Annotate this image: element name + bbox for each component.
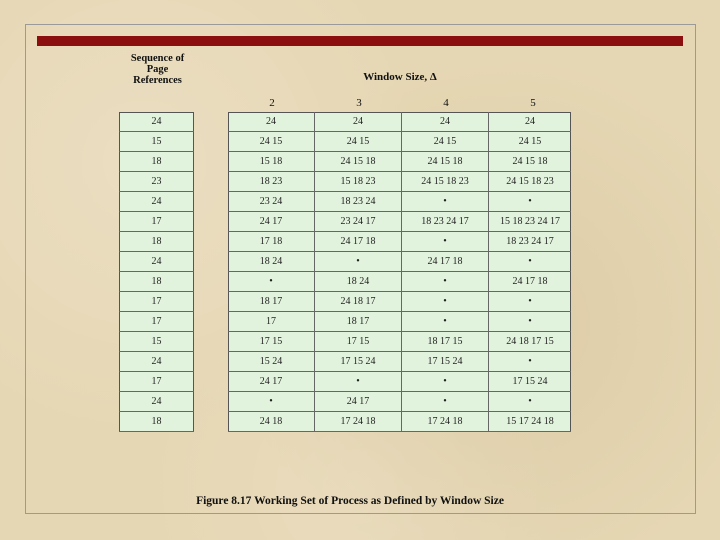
working-set-cell: 18 23 24 (315, 192, 402, 212)
reference-cell: 23 (119, 172, 194, 192)
working-set-cell: 15 17 24 18 (489, 412, 571, 432)
working-set-cell: 24 15 (228, 132, 315, 152)
working-set-cell: 24 17 18 (315, 232, 402, 252)
working-set-cell: • (315, 252, 402, 272)
working-set-cell: 24 15 (315, 132, 402, 152)
working-set-cell: 24 17 (315, 392, 402, 412)
working-set-cell: • (228, 272, 315, 292)
working-set-cell: 24 (315, 112, 402, 132)
working-set-cell: • (402, 272, 489, 292)
working-set-cell: 24 15 18 23 (489, 172, 571, 192)
working-set-cell: • (315, 372, 402, 392)
reference-cell: 17 (119, 212, 194, 232)
working-set-cell: 24 17 18 (489, 272, 571, 292)
working-set-cell: 24 15 18 (315, 152, 402, 172)
reference-cell: 24 (119, 392, 194, 412)
working-set-cell: 17 24 18 (315, 412, 402, 432)
reference-cell: 18 (119, 152, 194, 172)
reference-cell: 18 (119, 272, 194, 292)
working-set-cell: 23 24 (228, 192, 315, 212)
working-set-cell: 24 15 (402, 132, 489, 152)
working-set-cell: 17 15 24 (315, 352, 402, 372)
working-set-cell: • (228, 392, 315, 412)
working-set-cell: 24 15 18 (489, 152, 571, 172)
reference-cell: 18 (119, 232, 194, 252)
working-set-cell: • (489, 252, 571, 272)
window-size-5: 5 (530, 97, 536, 109)
working-set-cell: 15 18 23 24 17 (489, 212, 571, 232)
sequence-header-line2: Page (146, 64, 169, 75)
working-set-cell: 24 15 18 23 (402, 172, 489, 192)
working-set-cell: • (489, 392, 571, 412)
working-set-cell: • (402, 192, 489, 212)
reference-cell: 15 (119, 332, 194, 352)
working-set-cell: 24 18 (228, 412, 315, 432)
working-set-cell: 24 (228, 112, 315, 132)
sequence-header (110, 53, 205, 86)
reference-cell: 24 (119, 112, 194, 132)
working-set-cell: 24 (402, 112, 489, 132)
reference-cell: 24 (119, 192, 194, 212)
working-set-cell: 17 15 24 (489, 372, 571, 392)
reference-cell: 17 (119, 372, 194, 392)
working-set-cell: 17 15 (315, 332, 402, 352)
working-set-cell: 18 17 (315, 312, 402, 332)
working-set-cell: 17 24 18 (402, 412, 489, 432)
working-set-cell: 17 15 (228, 332, 315, 352)
working-set-cell: 24 17 (228, 212, 315, 232)
working-set-cell: 18 23 24 17 (402, 212, 489, 232)
working-set-cell: 18 23 24 17 (489, 232, 571, 252)
working-set-cell: 17 18 (228, 232, 315, 252)
reference-cell: 17 (119, 292, 194, 312)
working-set-cell: 23 24 17 (315, 212, 402, 232)
reference-cell: 18 (119, 412, 194, 432)
working-set-cell: 15 24 (228, 352, 315, 372)
working-set-cell: 24 15 18 (402, 152, 489, 172)
window-size-4: 4 (443, 97, 449, 109)
working-set-cell: 24 18 17 15 (489, 332, 571, 352)
working-set-cell: • (402, 312, 489, 332)
working-set-cell: 18 17 (228, 292, 315, 312)
working-set-cell: 24 17 18 (402, 252, 489, 272)
reference-cell: 24 (119, 252, 194, 272)
sequence-header-line3: References (133, 75, 182, 86)
working-set-cell: • (402, 232, 489, 252)
working-set-cell: 15 18 (228, 152, 315, 172)
working-set-cell: 17 15 24 (402, 352, 489, 372)
working-set-cell: 18 24 (315, 272, 402, 292)
working-set-cell: 24 15 (489, 132, 571, 152)
working-set-cell: 18 23 (228, 172, 315, 192)
reference-cell: 17 (119, 312, 194, 332)
working-set-cell: 24 17 (228, 372, 315, 392)
window-size-header: Window Size, Δ (363, 71, 437, 83)
working-set-cell: 15 18 23 (315, 172, 402, 192)
working-set-cell: • (489, 312, 571, 332)
working-set-cell: 18 17 15 (402, 332, 489, 352)
reference-cell: 24 (119, 352, 194, 372)
working-set-cell: 24 (489, 112, 571, 132)
figure-caption: Figure 8.17 Working Set of Process as Defined by Window Size (196, 495, 504, 507)
window-size-3: 3 (356, 97, 362, 109)
title-bar (37, 36, 683, 46)
working-set-cell: • (489, 352, 571, 372)
working-set-cell: • (402, 372, 489, 392)
working-set-cell: • (402, 292, 489, 312)
working-set-cell: • (489, 192, 571, 212)
working-set-cell: • (402, 392, 489, 412)
working-set-cell: 18 24 (228, 252, 315, 272)
working-set-cell: 17 (228, 312, 315, 332)
reference-cell: 15 (119, 132, 194, 152)
sequence-header-line1: Sequence of (130, 53, 185, 64)
working-set-cell: • (489, 292, 571, 312)
working-set-cell: 24 18 17 (315, 292, 402, 312)
window-size-2: 2 (269, 97, 275, 109)
